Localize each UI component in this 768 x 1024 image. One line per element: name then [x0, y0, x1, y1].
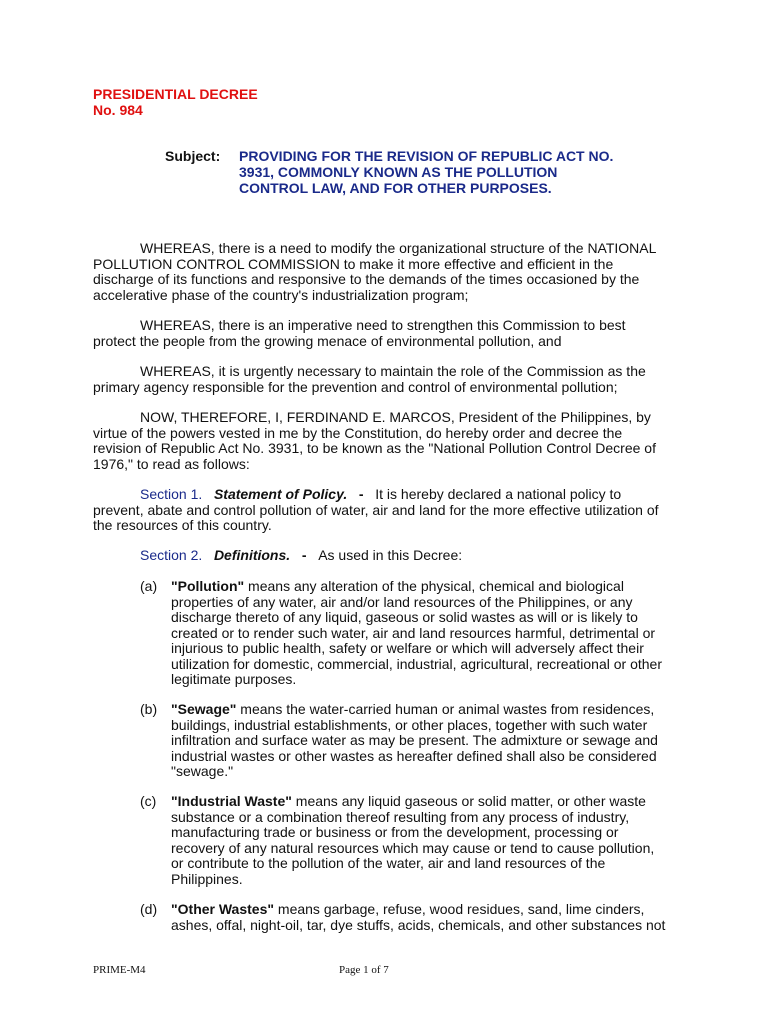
- text-line: WHEREAS, there is an imperative need to strengthen this Commission to best: [140, 317, 626, 333]
- list-marker: (d): [140, 901, 158, 917]
- text-line: manufacturing trade or business or from the development, processing or: [171, 824, 619, 840]
- text-line: Philippines.: [171, 870, 243, 887]
- list-marker: (b): [140, 701, 158, 717]
- defined-term: "Other Wastes": [171, 901, 275, 917]
- section-2: [93, 548, 681, 564]
- text-line: primary agency responsible for the prevention and control of environmental pollution;: [93, 378, 618, 395]
- text-line: WHEREAS, there is a need to modify the organizational structure of the NATIONAL: [140, 240, 657, 256]
- text-line: infiltration and surface water as may be present. The admixture or sewage and: [171, 732, 658, 748]
- list-marker: (c): [140, 793, 157, 809]
- text-line: virtue of the powers vested in me by the Constitution, do hereby order and decree the: [93, 424, 623, 441]
- whereas-paragraph-2: [93, 318, 681, 349]
- section-number: Section 2.: [140, 547, 203, 563]
- text-line: means any alteration of the physical, chemical and biological: [244, 578, 624, 594]
- whereas-paragraph-1: [93, 241, 681, 303]
- subject-line: PROVIDING FOR THE REVISION OF REPUBLIC ACT NO.: [239, 148, 614, 164]
- definition-body: [171, 794, 654, 887]
- section-title: Statement of Policy.: [213, 486, 348, 502]
- text-line: recovery of any natural resources which may cause or tend to cause pollution,: [171, 839, 655, 856]
- list-marker: (a): [140, 578, 158, 594]
- whereas-paragraph-3: [93, 364, 681, 395]
- section-number: Section 1.: [140, 486, 203, 502]
- definition-body: [171, 902, 665, 933]
- defined-term: "Industrial Waste": [171, 793, 292, 809]
- section-title: Definitions.: [213, 547, 291, 563]
- text-line: means any liquid gaseous or solid matter, or other waste: [291, 793, 646, 809]
- text-line: means the water-carried human or animal wastes from residences,: [236, 701, 655, 717]
- text-line: 1976," to read as follows:: [93, 455, 250, 472]
- defined-term: "Pollution": [171, 578, 245, 594]
- section-2-heading-line: [93, 548, 681, 564]
- text-line: legitimate purposes.: [171, 671, 297, 687]
- section-dash: -: [301, 547, 307, 563]
- text-line: or contribute to the pollution of the water, air and land resources of the: [171, 855, 606, 871]
- now-therefore-paragraph: [93, 410, 681, 472]
- text-line: "sewage.": [171, 763, 234, 779]
- decree-header: [93, 86, 258, 118]
- text-line: buildings, industrial establishments, or other places, together with such water: [171, 716, 648, 733]
- text-line: discharge of its functions and responsive to the demands of the times occasioned by the: [93, 271, 640, 287]
- definition-body: [171, 702, 658, 780]
- text-line: created or to render such water, air and land resources harmful, detrimental or: [171, 624, 656, 641]
- section-text: As used in this Decree:: [318, 547, 463, 563]
- decree-number: No. 984: [93, 102, 143, 118]
- subject-line: 3931, COMMONLY KNOWN AS THE POLLUTION: [239, 164, 558, 180]
- footer-page-number: Page 1 of 7: [339, 964, 389, 976]
- text-line: the resources of this country.: [93, 517, 272, 533]
- text-line: NOW, THEREFORE, I, FERDINAND E. MARCOS, President of the Philippines, by: [140, 409, 651, 425]
- text-line: injurious to public health, safety or welfare or which will adversely affect their: [171, 640, 644, 656]
- decree-title: PRESIDENTIAL DECREE: [93, 86, 258, 102]
- text-line: accelerative phase of the country's industrialization program;: [93, 286, 469, 303]
- text-line: WHEREAS, it is urgently necessary to maintain the role of the Commission as the: [140, 363, 646, 379]
- text-line: properties of any water, air and/or land resources of the Philippines, or any: [171, 593, 633, 610]
- definition-body: [171, 579, 662, 688]
- text-line: utilization for domestic, commercial, industrial, agricultural, recreational or other: [171, 655, 662, 672]
- text-line: protect the people from the growing menace of environmental pollution, and: [93, 332, 562, 349]
- section-1-heading-line: [93, 487, 681, 503]
- text-line: revision of Republic Act No. 3931, to be known as the "National Pollution Control Decree of: [93, 440, 656, 456]
- text-line: prevent, abate and control pollution of water, air and land for the more effective utilization of: [93, 501, 659, 518]
- section-dash: -: [358, 486, 364, 502]
- text-line: substance or a combination thereof resulting from any process of industry,: [171, 808, 630, 825]
- subject-label: Subject:: [165, 148, 221, 164]
- text-line: means garbage, refuse, wood residues, sand, lime cinders,: [274, 901, 645, 917]
- defined-term: "Sewage": [171, 701, 237, 717]
- text-line: industrial wastes or other wastes as hereafter defined shall also be considered: [171, 747, 657, 764]
- text-line: discharge thereto of any liquid, gaseous or solid wastes as will or is likely to: [171, 609, 638, 625]
- section-1: [93, 487, 681, 534]
- section-text: It is hereby declared a national policy to: [375, 486, 622, 502]
- footer-document-code: PRIME-M4: [93, 964, 146, 976]
- subject-text: [239, 148, 659, 196]
- text-line: ashes, offal, night-oil, tar, dye stuffs, acids, chemicals, and other substances not: [171, 916, 666, 933]
- subject-line: CONTROL LAW, AND FOR OTHER PURPOSES.: [239, 180, 552, 196]
- text-line: POLLUTION CONTROL COMMISSION to make it more effective and efficient in the: [93, 255, 614, 272]
